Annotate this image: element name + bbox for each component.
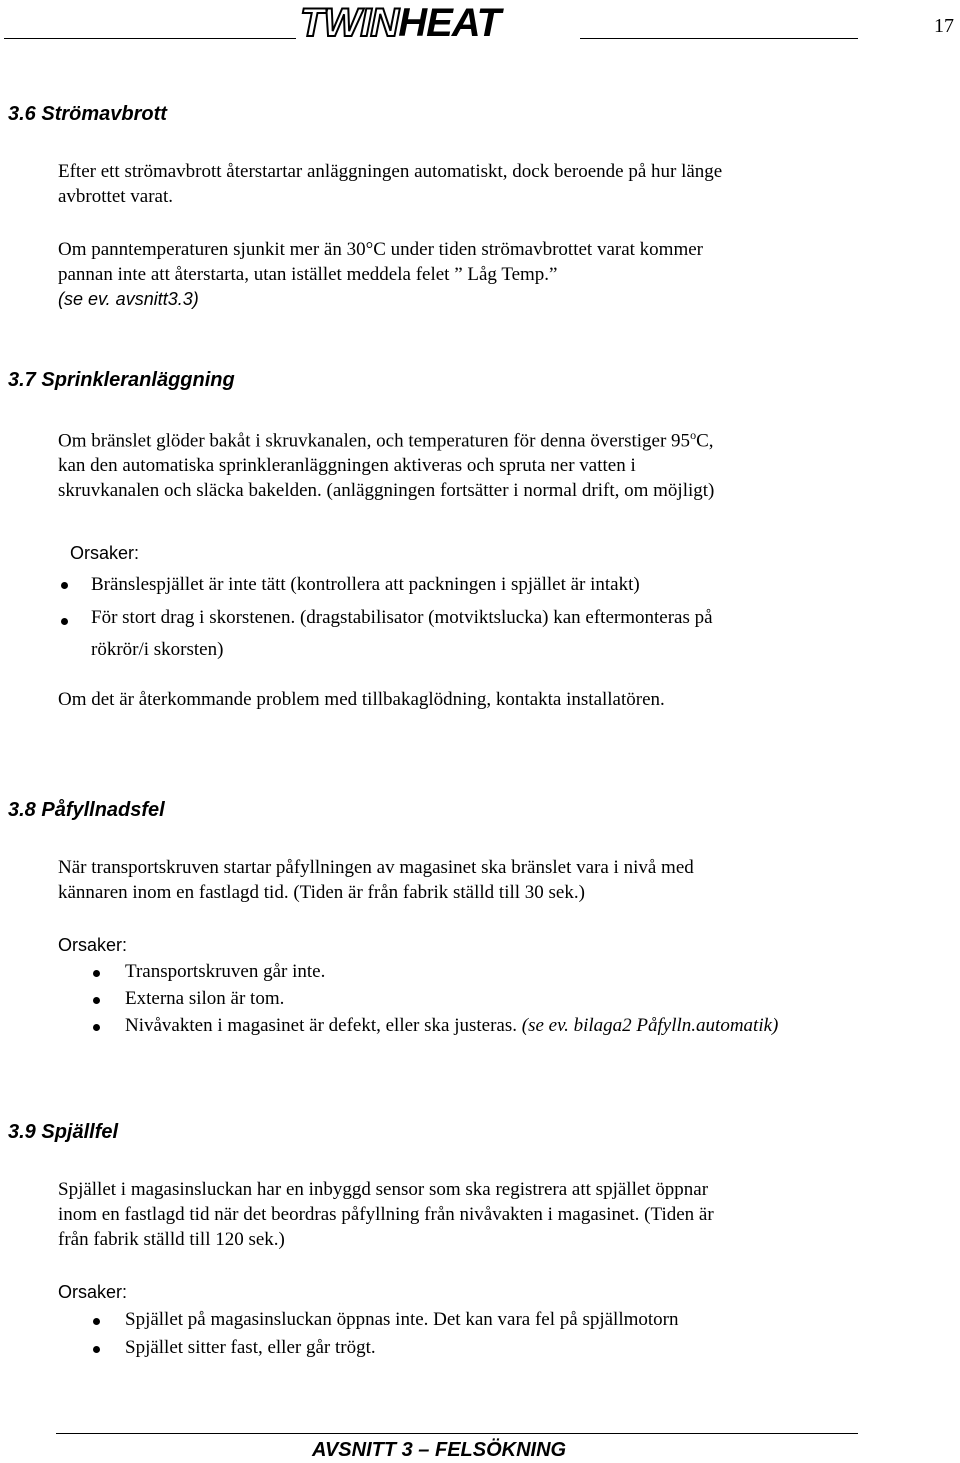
bullet-icon (61, 582, 68, 589)
s36-p1-line1: Efter ett strömavbrott återstartar anläggningen automatiskt, dock beroende på hur länge (58, 161, 723, 182)
s38-cause3-b: (se ev. bilaga2 Påfylln.automatik) (521, 1015, 779, 1036)
degree-sup: o (690, 428, 697, 442)
logo-twin-text: TWIN (300, 1, 399, 45)
twin-heat-logo (300, 2, 578, 44)
s39-cause1: Spjället på magasinsluckan öppnas inte. Det kan vara fel på spjällmotorn (125, 1309, 679, 1330)
bullet-icon (93, 997, 100, 1004)
s39-causes-label: Orsaker: (58, 1282, 128, 1302)
s37-p1-line3: skruvkanalen och släcka bakelden. (anläggningen fortsätter i normal drift, om möjligt) (58, 480, 715, 501)
page-number: 17 (934, 15, 954, 37)
s37-cause1: Bränslespjället är inte tätt (kontrollera att packningen i spjället är intakt) (91, 574, 640, 595)
footer-rule (56, 1433, 858, 1434)
section-3-9-heading: 3.9 Spjällfel (8, 1121, 119, 1143)
s39-p1-line1: Spjället i magasinsluckan har en inbyggd sensor som ska registrera att spjället öppnar (58, 1179, 709, 1200)
s37-p1-line1-a: Om bränslet glöder bakåt i skruvkanalen, och temperaturen för denna överstiger 95 (58, 430, 691, 452)
bullet-icon (93, 1318, 100, 1325)
section-3-6-heading: 3.6 Strömavbrott (8, 103, 167, 125)
s36-p2-line1: Om panntemperaturen sjunkit mer än 30°C under tiden strömavbrottet varat kommer (58, 239, 703, 260)
s37-cause2-line1: För stort drag i skorstenen. (dragstabilisator (motviktslucka) kan eftermonteras på (91, 607, 713, 628)
section-3-8-heading: 3.8 Påfyllnadsfel (8, 799, 165, 821)
s36-p2-line2: pannan inte att återstarta, utan istället meddela felet ” Låg Temp.” (58, 264, 558, 285)
bullet-icon (61, 618, 68, 625)
bullet-icon (93, 970, 100, 977)
s38-cause1: Transportskruven går inte. (125, 961, 326, 982)
s38-cause3 (125, 1015, 778, 1037)
s37-cause2-line2: rökrör/i skorsten) (91, 639, 224, 660)
s37-causes-label: Orsaker: (70, 543, 140, 563)
section-3-7-heading: 3.7 Sprinkleranläggning (8, 369, 235, 391)
s37-p1-line1 (58, 428, 714, 452)
logo-heat-text: HEAT (398, 1, 501, 45)
s38-p1-line2: kännaren inom en fastlagd tid. (Tiden är från fabrik ställd till 30 sek.) (58, 882, 585, 903)
s39-p1-line3: från fabrik ställd till 120 sek.) (58, 1229, 285, 1250)
s37-note: Om det är återkommande problem med tillbakaglödning, kontakta installatören. (58, 689, 665, 710)
s39-p1-line2: inom en fastlagd tid när det beordras påfyllning från nivåvakten i magasinet. (Tiden är (58, 1204, 714, 1225)
header-rule-left (4, 38, 296, 39)
s38-cause3-a: Nivåvakten i magasinet är defekt, eller ska justeras. (125, 1015, 517, 1036)
s38-p1-line1: När transportskruven startar påfyllningen av magasinet ska bränslet vara i nivå med (58, 857, 694, 878)
bullet-icon (93, 1024, 100, 1031)
s38-cause2: Externa silon är tom. (125, 988, 285, 1009)
header-rule-right (580, 38, 858, 39)
s39-cause2: Spjället sitter fast, eller går trögt. (125, 1337, 376, 1358)
s37-p1-line1-b: C, (696, 430, 714, 452)
bullet-icon (93, 1346, 100, 1353)
s38-causes-label: Orsaker: (58, 935, 128, 955)
s37-p1-line2: kan den automatiska sprinkleranläggningen aktiveras och spruta ner vatten i (58, 455, 636, 476)
s36-p1-line2: avbrottet varat. (58, 186, 174, 207)
s36-p2-line3: (se ev. avsnitt3.3) (58, 289, 199, 309)
footer-title: AVSNITT 3 – FELSÖKNING (312, 1439, 567, 1461)
